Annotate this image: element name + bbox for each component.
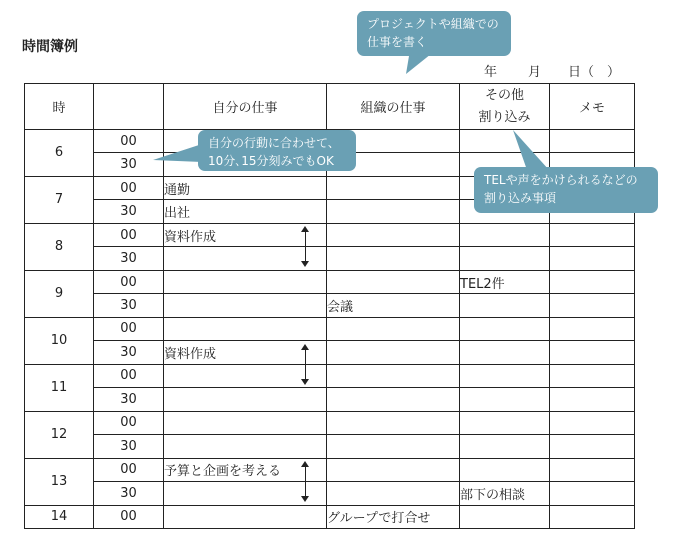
minute-cell: 30 [94, 341, 164, 364]
duration-arrow-icon [301, 344, 311, 385]
memo-cell[interactable] [550, 130, 635, 153]
minute-cell: 30 [94, 200, 164, 223]
header-hour: 時 [25, 84, 94, 130]
org-work-cell[interactable] [327, 247, 460, 270]
callout-project [357, 11, 511, 56]
minute-cell: 00 [94, 176, 164, 199]
memo-cell[interactable] [550, 435, 635, 458]
minute-cell: 30 [94, 153, 164, 176]
callout-interrupt-line2: 割り込み事項 [484, 191, 557, 205]
memo-cell[interactable] [550, 505, 635, 529]
minute-cell: 30 [94, 435, 164, 458]
table-row [25, 223, 635, 246]
table-row [25, 458, 635, 481]
callout-own-action-tail [150, 140, 205, 170]
callout-interrupt-line1: TELや声をかけられるなどの [484, 173, 638, 187]
memo-cell[interactable] [550, 388, 635, 411]
other-cell[interactable] [460, 317, 550, 340]
memo-cell[interactable] [550, 482, 635, 505]
other-cell[interactable]: TEL2件 [460, 270, 550, 293]
memo-cell[interactable] [550, 458, 635, 481]
hour-cell: 14 [25, 505, 94, 529]
duration-arrow-icon [301, 461, 311, 502]
other-cell[interactable] [460, 223, 550, 246]
minute-cell: 30 [94, 294, 164, 317]
own-work-text: 資料作成 [164, 346, 217, 362]
other-cell[interactable] [460, 364, 550, 387]
org-work-cell[interactable] [327, 435, 460, 458]
org-work-cell[interactable] [327, 317, 460, 340]
own-work-cell[interactable] [164, 435, 327, 458]
memo-cell[interactable] [550, 270, 635, 293]
hour-cell: 8 [25, 223, 94, 270]
hour-cell: 9 [25, 270, 94, 317]
org-work-cell[interactable] [327, 458, 460, 481]
callout-project-line2: 仕事を書く [367, 35, 428, 49]
memo-cell[interactable] [550, 411, 635, 434]
table-row [25, 341, 635, 364]
own-work-text: 通勤 [164, 182, 191, 198]
minute-cell: 30 [94, 482, 164, 505]
callout-project-line1: プロジェクトや組織での [367, 17, 499, 31]
other-cell[interactable] [460, 294, 550, 317]
table-row [25, 364, 635, 387]
minute-cell: 00 [94, 270, 164, 293]
own-work-cell[interactable] [164, 388, 327, 411]
org-work-cell[interactable] [327, 482, 460, 505]
memo-cell[interactable] [550, 364, 635, 387]
memo-cell[interactable] [550, 223, 635, 246]
table-row [25, 411, 635, 434]
page-title: 時間簿例 [22, 39, 78, 55]
hour-cell: 10 [25, 317, 94, 364]
header-other-line2: 割り込み [478, 109, 531, 125]
duration-arrow-icon [301, 226, 311, 267]
minute-cell: 00 [94, 458, 164, 481]
org-work-cell[interactable] [327, 411, 460, 434]
header-other-line1: その他 [484, 87, 524, 103]
table-row [25, 247, 635, 270]
date-year-label: 年 [484, 65, 498, 80]
memo-cell[interactable] [550, 317, 635, 340]
own-work-text: 資料作成 [164, 229, 217, 245]
own-work-cell[interactable] [164, 176, 327, 199]
other-cell[interactable] [460, 247, 550, 270]
own-work-cell[interactable] [164, 317, 327, 340]
org-work-cell[interactable] [327, 176, 460, 199]
date-day-label: 日（ ） [568, 65, 621, 80]
minute-cell: 00 [94, 411, 164, 434]
other-cell[interactable] [460, 505, 550, 529]
own-work-cell[interactable] [164, 411, 327, 434]
minute-cell: 00 [94, 505, 164, 529]
own-work-text: 予算と企画を考える [164, 464, 282, 480]
table-row [25, 388, 635, 411]
table-row [25, 435, 635, 458]
table-row [25, 270, 635, 293]
own-work-cell[interactable] [164, 294, 327, 317]
minute-cell: 00 [94, 223, 164, 246]
table-row [25, 294, 635, 317]
hour-cell: 13 [25, 458, 94, 505]
header-org-work: 組織の仕事 [327, 84, 460, 130]
memo-cell[interactable] [550, 247, 635, 270]
org-work-cell[interactable] [327, 270, 460, 293]
header-minute [94, 84, 164, 130]
header-own-work: 自分の仕事 [164, 84, 327, 130]
other-cell[interactable] [460, 341, 550, 364]
hour-cell: 7 [25, 176, 94, 223]
own-work-text: 出社 [164, 206, 191, 222]
other-cell[interactable]: 部下の相談 [460, 482, 550, 505]
header-other [460, 84, 550, 130]
org-work-cell[interactable]: グループで打合せ [327, 505, 460, 529]
hour-cell: 11 [25, 364, 94, 411]
hour-cell: 6 [25, 130, 94, 177]
org-work-cell[interactable] [327, 341, 460, 364]
other-cell[interactable] [460, 458, 550, 481]
callout-own-action [198, 130, 356, 171]
memo-cell[interactable] [550, 341, 635, 364]
org-work-cell[interactable]: 会議 [327, 294, 460, 317]
own-work-cell[interactable] [164, 200, 327, 223]
callout-own-action-line1: 自分の行動に合わせて、 [208, 136, 340, 150]
minute-cell: 00 [94, 317, 164, 340]
date-month-label: 月 [528, 65, 542, 80]
other-cell[interactable] [460, 435, 550, 458]
callout-own-action-line2: 10分､15分刻みでもOK [208, 154, 334, 168]
org-work-cell[interactable] [327, 388, 460, 411]
other-cell[interactable] [460, 388, 550, 411]
minute-cell: 30 [94, 247, 164, 270]
table-row [25, 317, 635, 340]
hour-cell: 12 [25, 411, 94, 458]
other-cell[interactable] [460, 411, 550, 434]
table-row [25, 505, 635, 529]
minute-cell: 30 [94, 388, 164, 411]
minute-cell: 00 [94, 130, 164, 153]
memo-cell[interactable] [550, 294, 635, 317]
own-work-cell[interactable] [164, 270, 327, 293]
own-work-cell[interactable] [164, 505, 327, 529]
header-row [25, 84, 635, 130]
callout-interrupt [474, 167, 658, 213]
org-work-cell[interactable] [327, 364, 460, 387]
org-work-cell[interactable] [327, 200, 460, 223]
org-work-cell[interactable] [327, 223, 460, 246]
table-row [25, 482, 635, 505]
header-memo: メモ [550, 84, 635, 130]
minute-cell: 00 [94, 364, 164, 387]
